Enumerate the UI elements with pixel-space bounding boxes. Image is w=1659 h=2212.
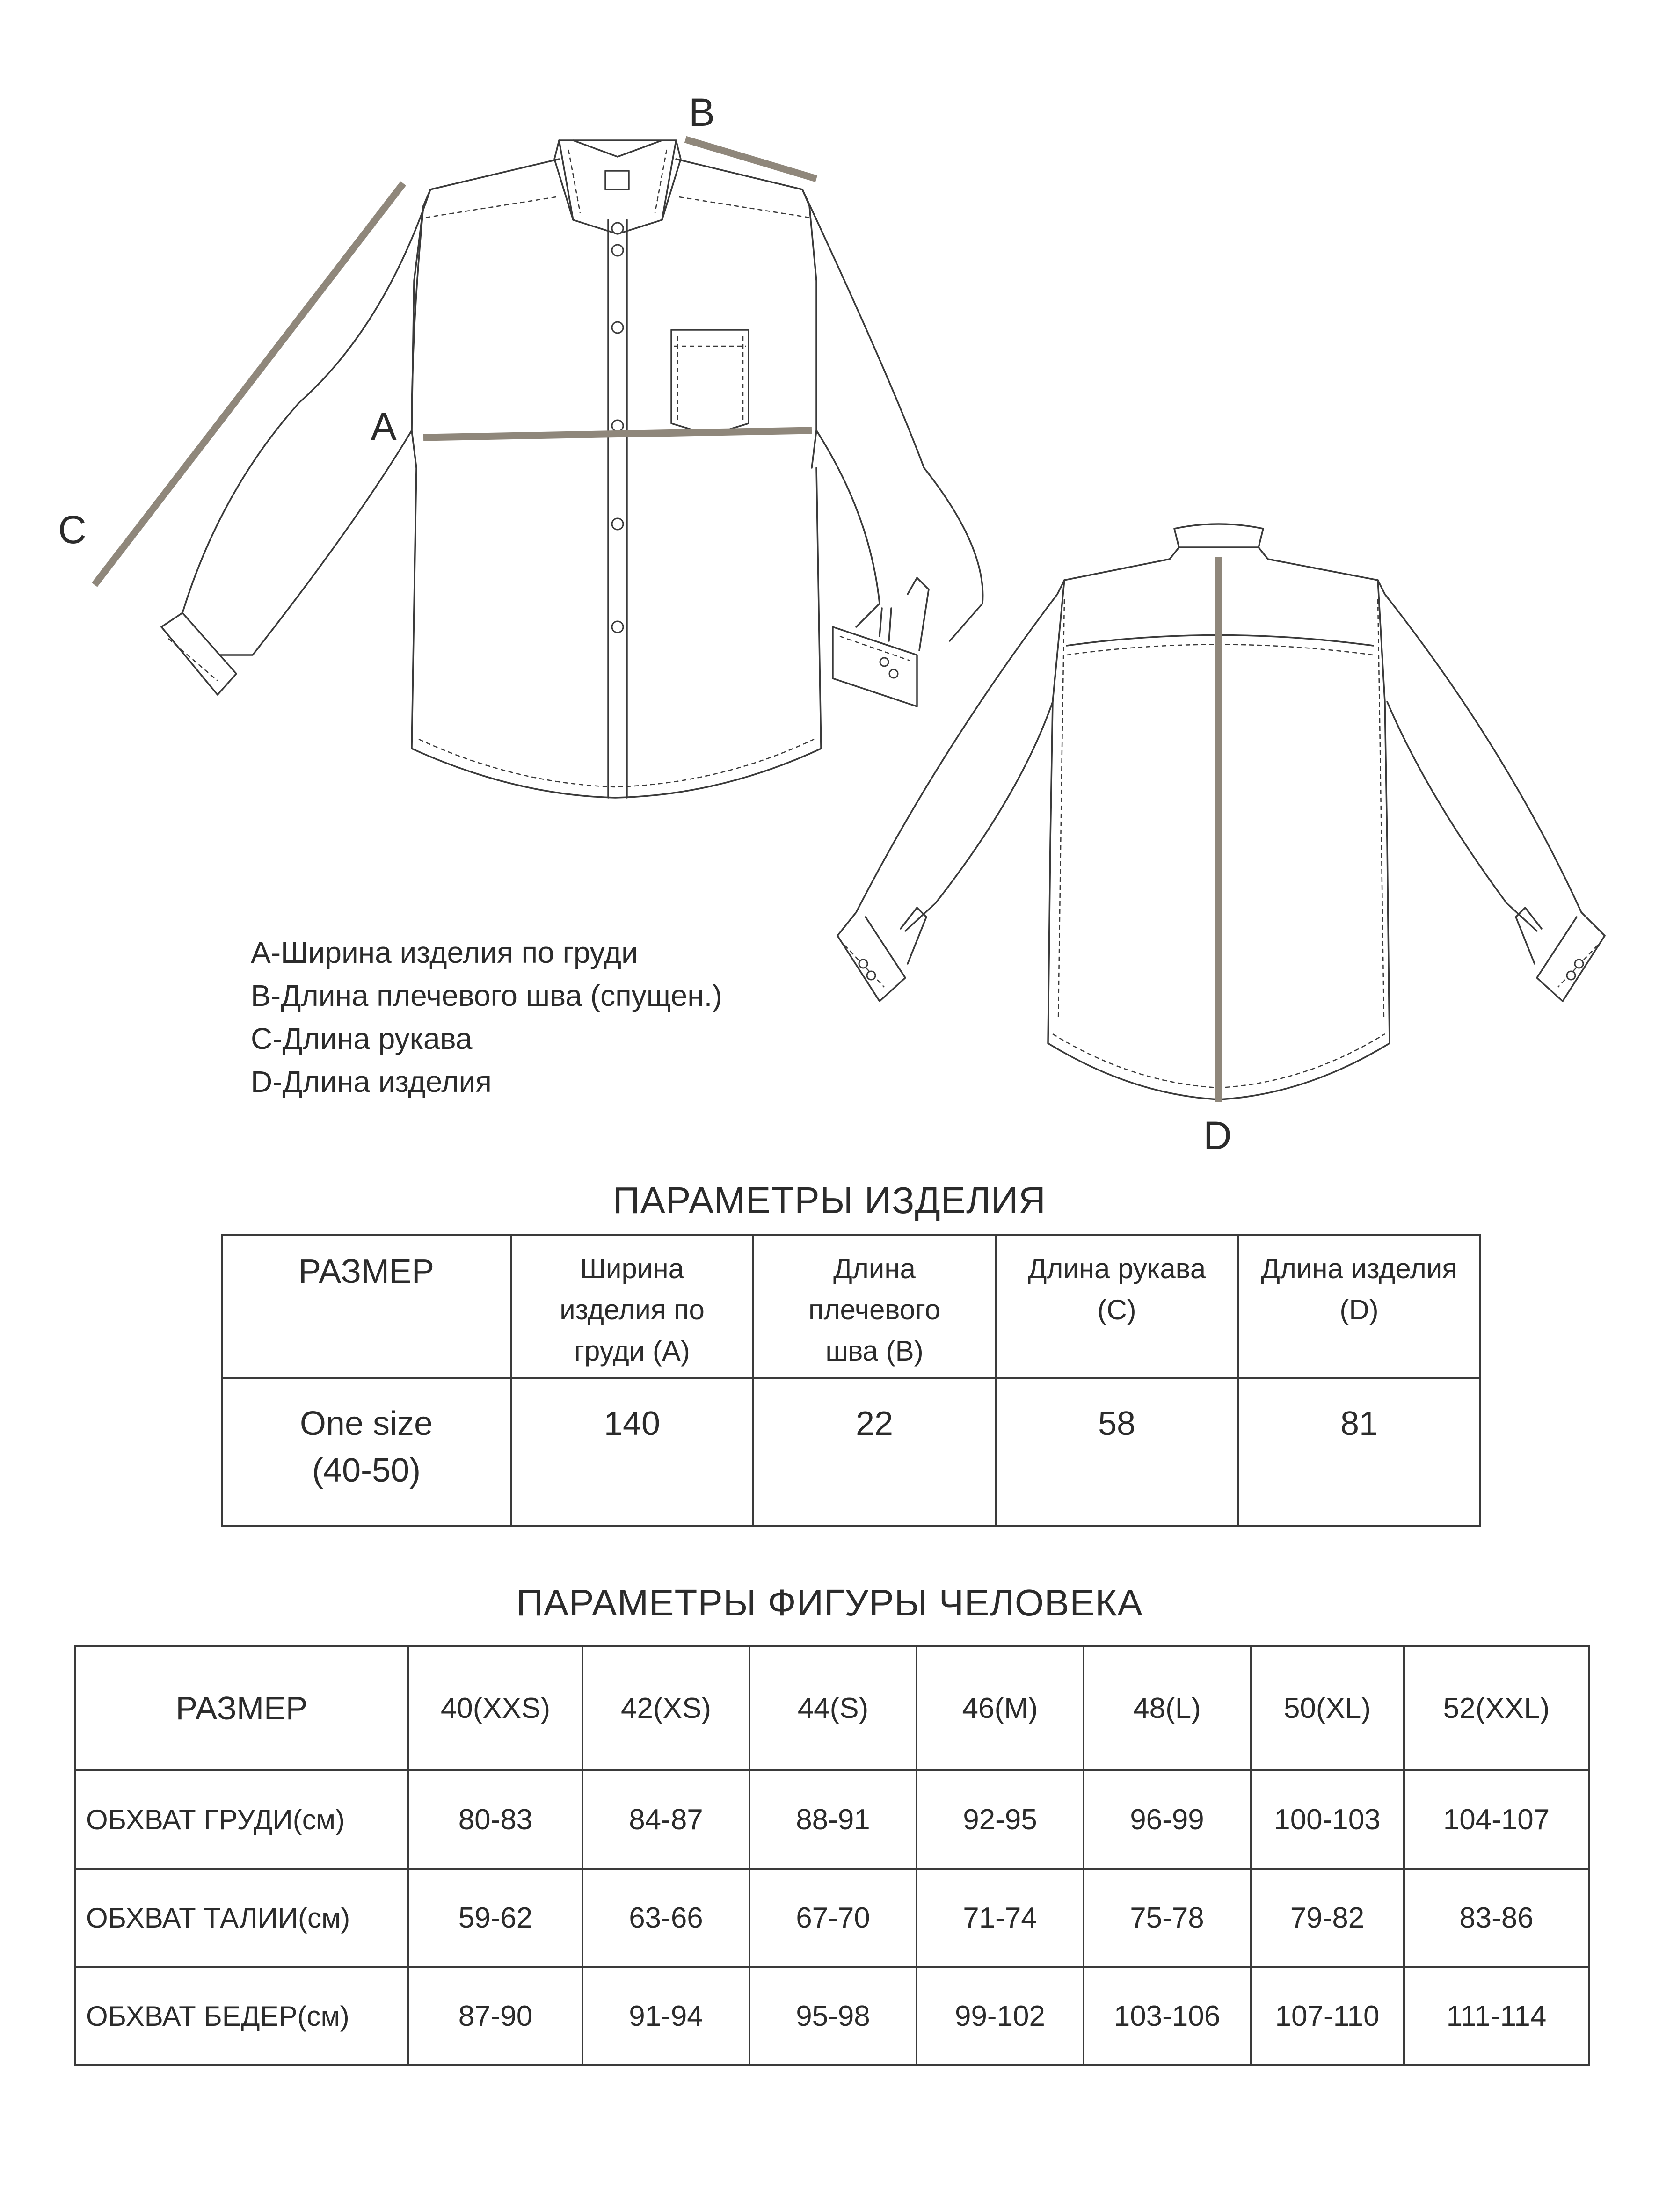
size-col-header: 50(XL) xyxy=(1251,1646,1404,1770)
table-cell: 71-74 xyxy=(917,1869,1084,1967)
table-cell: 91-94 xyxy=(582,1967,749,2065)
body-params-table xyxy=(74,1645,1590,2066)
table-row-waist xyxy=(75,1869,1589,1967)
table-cell: 80-83 xyxy=(408,1770,582,1869)
size-col-header: 46(M) xyxy=(917,1646,1084,1770)
header-line: груди (A) xyxy=(574,1335,690,1367)
header-line: плечевого xyxy=(808,1294,940,1325)
header-line: изделия по xyxy=(560,1294,705,1325)
size-line: (40-50) xyxy=(312,1452,421,1489)
table-cell: 84-87 xyxy=(582,1770,749,1869)
header-line: шва (B) xyxy=(825,1335,924,1367)
table-row-chest xyxy=(75,1770,1589,1869)
value-shoulder-length: 22 xyxy=(753,1378,996,1526)
measurement-legend xyxy=(251,931,722,1103)
row-label-chest: ОБХВАТ ГРУДИ(см) xyxy=(75,1770,408,1869)
header-line: Длина xyxy=(833,1253,916,1284)
header-product-length xyxy=(1238,1235,1480,1378)
product-params-title: ПАРАМЕТРЫ ИЗДЕЛИЯ xyxy=(613,1179,1046,1221)
legend-item-a: A-Ширина изделия по груди xyxy=(251,936,638,969)
body-params-title: ПАРАМЕТРЫ ФИГУРЫ ЧЕЛОВЕКА xyxy=(516,1582,1143,1623)
legend-item-c: C-Длина рукава xyxy=(251,1022,473,1055)
legend-item-b: B-Длина плечевого шва (спущен.) xyxy=(251,979,722,1012)
value-sleeve-length: 58 xyxy=(996,1378,1238,1526)
header-line: Длина рукава xyxy=(1027,1253,1206,1284)
table-cell: 87-90 xyxy=(408,1967,582,2065)
product-params-table xyxy=(221,1234,1481,1527)
table-cell: 63-66 xyxy=(582,1869,749,1967)
table-cell: 92-95 xyxy=(917,1770,1084,1869)
measure-line-a xyxy=(423,430,812,437)
table-cell: 95-98 xyxy=(749,1967,917,2065)
header-chest-width xyxy=(511,1235,753,1378)
size-col-header: 44(S) xyxy=(749,1646,917,1770)
header-line: (D) xyxy=(1339,1294,1379,1325)
body-params-header-row xyxy=(75,1646,1589,1770)
size-col-header: 40(XXS) xyxy=(408,1646,582,1770)
table-cell: 103-106 xyxy=(1084,1967,1251,2065)
product-params-value-row xyxy=(222,1378,1480,1526)
measure-label-c: C xyxy=(58,508,87,552)
measure-label-b: B xyxy=(689,90,715,134)
value-product-length: 81 xyxy=(1238,1378,1480,1526)
size-col-header: 52(XXL) xyxy=(1404,1646,1589,1770)
table-cell: 88-91 xyxy=(749,1770,917,1869)
header-shoulder-length xyxy=(753,1235,996,1378)
row-label-hips: ОБХВАТ БЕДЕР(см) xyxy=(75,1967,408,2065)
product-size-value xyxy=(222,1378,511,1526)
measure-line-b xyxy=(685,139,816,179)
table-cell: 107-110 xyxy=(1251,1967,1404,2065)
body-size-header: РАЗМЕР xyxy=(75,1646,408,1770)
size-col-header: 42(XS) xyxy=(582,1646,749,1770)
table-cell: 83-86 xyxy=(1404,1869,1589,1967)
row-label-waist: ОБХВАТ ТАЛИИ(см) xyxy=(75,1869,408,1967)
table-cell: 96-99 xyxy=(1084,1770,1251,1869)
table-cell: 111-114 xyxy=(1404,1967,1589,2065)
size-col-header: 48(L) xyxy=(1084,1646,1251,1770)
shirt-front-view xyxy=(161,140,983,798)
value-chest-width: 140 xyxy=(511,1378,753,1526)
product-size-header: РАЗМЕР xyxy=(222,1235,511,1378)
table-cell: 67-70 xyxy=(749,1869,917,1967)
table-cell: 100-103 xyxy=(1251,1770,1404,1869)
measure-line-c xyxy=(95,183,403,585)
size-line: One size xyxy=(299,1405,433,1442)
product-params-header-row xyxy=(222,1235,1480,1378)
table-cell: 104-107 xyxy=(1404,1770,1589,1869)
header-line: Ширина xyxy=(580,1253,684,1284)
header-sleeve-length xyxy=(996,1235,1238,1378)
table-cell: 59-62 xyxy=(408,1869,582,1967)
header-line: (C) xyxy=(1097,1294,1136,1325)
table-cell: 99-102 xyxy=(917,1967,1084,2065)
table-cell: 79-82 xyxy=(1251,1869,1404,1967)
measure-label-d: D xyxy=(1203,1113,1232,1157)
header-line: Длина изделия xyxy=(1261,1253,1457,1284)
measure-label-a: A xyxy=(371,405,397,449)
legend-item-d: D-Длина изделия xyxy=(251,1065,492,1099)
table-cell: 75-78 xyxy=(1084,1869,1251,1967)
table-row-hips xyxy=(75,1967,1589,2065)
